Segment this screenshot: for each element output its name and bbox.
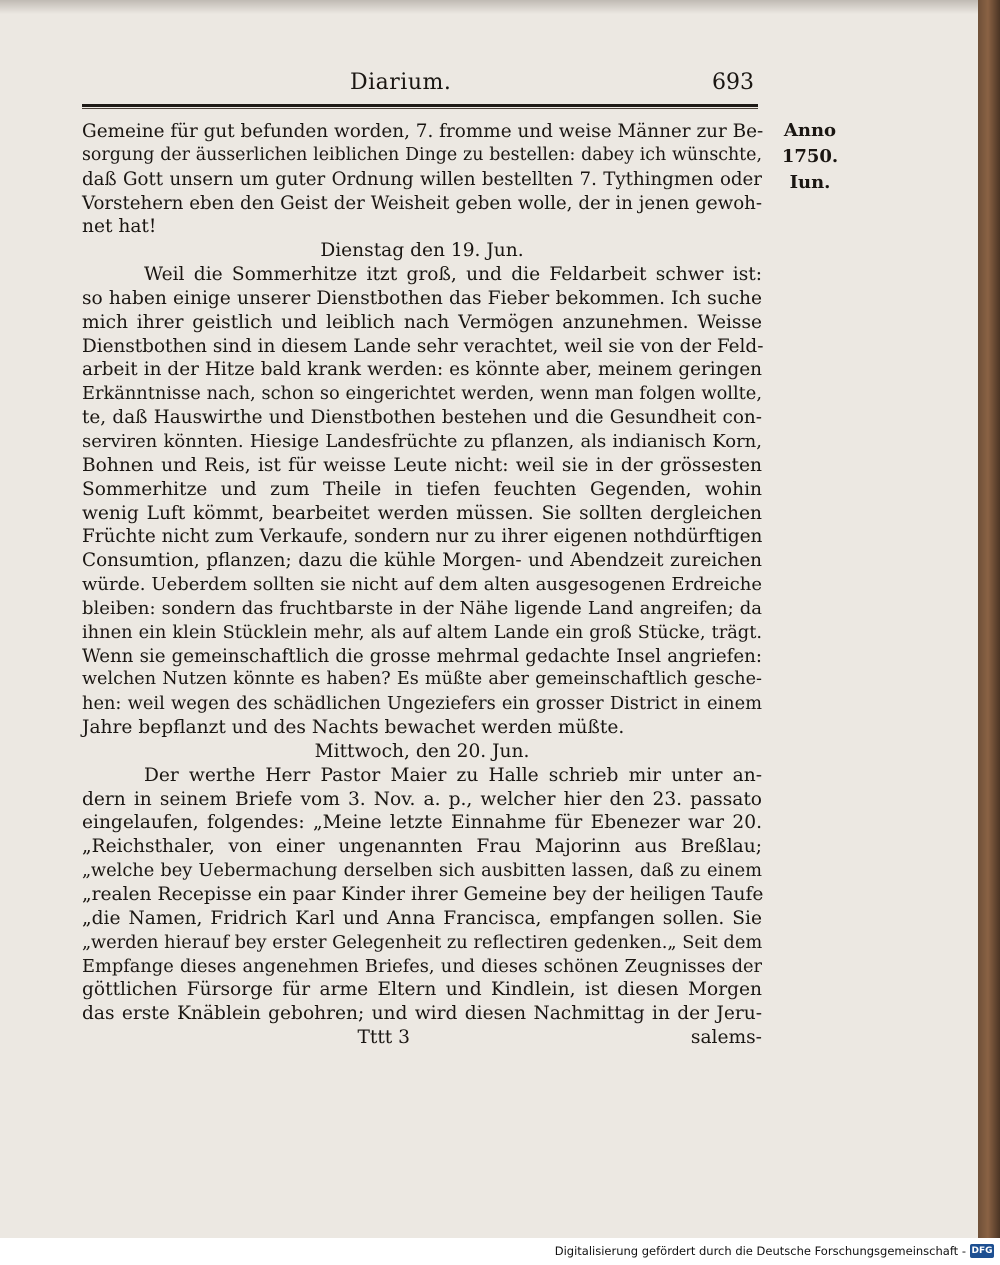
text-line: „realen Recepisse ein paar Kinder ihrer Gemeine bey der heiligen Taufe [82,884,764,905]
text-line: eingelaufen, folgendes: „Meine letzte Einnahme für Ebenezer war 20. [82,812,762,834]
entry-date-heading: Mittwoch, den 20. Jun. [314,740,530,762]
text-line: „welche bey Uebermachung derselben sich ausbitten lassen, daß zu einem [82,860,762,882]
text-line: daß Gott unsern um guter Ordnung willen bestellten 7. Tythingmen oder [82,168,762,190]
text-line: „Reichsthaler, von einer ungenannten Frau Majorinn aus Breßlau; [82,836,762,858]
text-line: net hat! [82,216,157,238]
text-line: mich ihrer geistlich und leiblich nach Vermögen anzunehmen. Weisse [82,311,762,333]
text-line: dern in seinem Briefe vom 3. Nov. a. p., welcher hier den 23. passato [82,788,762,810]
text-line: göttlichen Fürsorge für arme Eltern und Kindlein, ist diesen Morgen [82,979,762,1001]
page-number: 693 [712,70,754,95]
text-line: Empfange dieses angenehmen Briefes, und dieses schönen Zeugnisses der [82,955,762,977]
catchword: salems- [690,1027,762,1049]
text-line: Erkänntnisse nach, schon so eingerichtet werden, wenn man folgen wollte, [82,383,762,405]
text-line: „werden hierauf bey erster Gelegenheit zu reflectiren gedenken.„ Seit dem [82,931,763,953]
text-line: wenig Luft kömmt, bearbeitet werden müssen. Sie sollten dergleichen [82,502,762,524]
text-line: „die Namen, Fridrich Karl und Anna Francisca, empfangen sollen. Sie [82,907,762,929]
text-line: Weil die Sommerhitze itzt groß, und die Feldarbeit schwer ist: [144,264,762,286]
margin-note [770,118,850,196]
text-line: Vorstehern eben den Geist der Weisheit geben wolle, der in jenen gewoh- [82,192,762,214]
text-line: Früchte nicht zum Verkaufe, sondern nur zu ihrer eigenen nothdürftigen [82,526,763,548]
text-line: das erste Knäblein gebohren; und wird diesen Nachmittag in der Jeru- [82,1003,762,1025]
text-line: ihnen ein klein Stücklein mehr, als auf altem Lande ein groß Stücke, trägt. [82,621,762,643]
header-rule [82,104,758,107]
text-line: Sommerhitze und zum Theile in tiefen feuchten Gegenden, wohin [82,478,762,500]
text-line: Consumtion, pflanzen; dazu die kühle Morgen- und Abendzeit zureichen [82,550,762,572]
running-head-title: Diarium. [350,70,452,95]
text-line: sorgung der äusserlichen leiblichen Dinge zu bestellen: dabey ich wünschte, [82,144,762,165]
page-shadow [0,0,988,14]
text-line: Der werthe Herr Pastor Maier zu Halle schrieb mir unter an- [144,764,762,786]
credit-footer [0,1238,1000,1265]
text-line: arbeit in der Hitze bald krank werden: es könnte aber, meinem geringen [82,359,762,381]
text-line: welchen Nutzen könnte es haben? Es müßte aber gemeinschaftlich gesche- [82,669,762,690]
text-line: serviren könnten. Hiesige Landesfrüchte zu pflanzen, als indianisch Korn, [82,430,762,452]
page-footer-line [82,1026,762,1050]
text-line: Dienstbothen sind in diesem Lande sehr verachtet, weil sie von der Feld- [82,335,764,357]
text-line: te, daß Hauswirthe und Dienstbothen bestehen und die Gesundheit con- [82,407,762,429]
dfg-logo-icon: DFG [971,1246,993,1256]
text-line: Jahre bepflanzt und des Nachts bewachet werden müßte. [82,717,625,739]
entry-date-heading: Dienstag den 19. Jun. [320,240,524,262]
text-line: Wenn sie gemeinschaftlich die grosse mehrmal gedachte Insel angriefen: [82,645,762,667]
text-line: Gemeine für gut befunden worden, 7. fromme und weise Männer zur Be- [82,121,764,142]
margin-note-line: Anno [783,120,837,141]
margin-note-line: 1750. [781,146,839,167]
book-spine [978,0,1000,1238]
signature-mark: Tttt 3 [357,1027,411,1049]
text-line: so haben einige unserer Dienstbothen das Fieber bekommen. Ich suche [82,287,762,309]
body-text [82,120,762,1050]
text-line: Bohnen und Reis, ist für weisse Leute nicht: weil sie in der grössesten [82,454,762,476]
text-line: würde. Ueberdem sollten sie nicht auf dem alten ausgesogenen Erdreiche [82,574,762,596]
margin-note-line: Iun. [789,172,831,193]
funding-credit-text: Digitalisierung gefördert durch die Deutsche Forschungsgemeinschaft - [554,1244,966,1258]
text-line: hen: weil wegen des schädlichen Ungeziefers ein grosser District in einem [82,693,762,715]
text-line: bleiben: sondern das fruchtbarste in der Nähe ligende Land angreifen; da [82,597,762,619]
